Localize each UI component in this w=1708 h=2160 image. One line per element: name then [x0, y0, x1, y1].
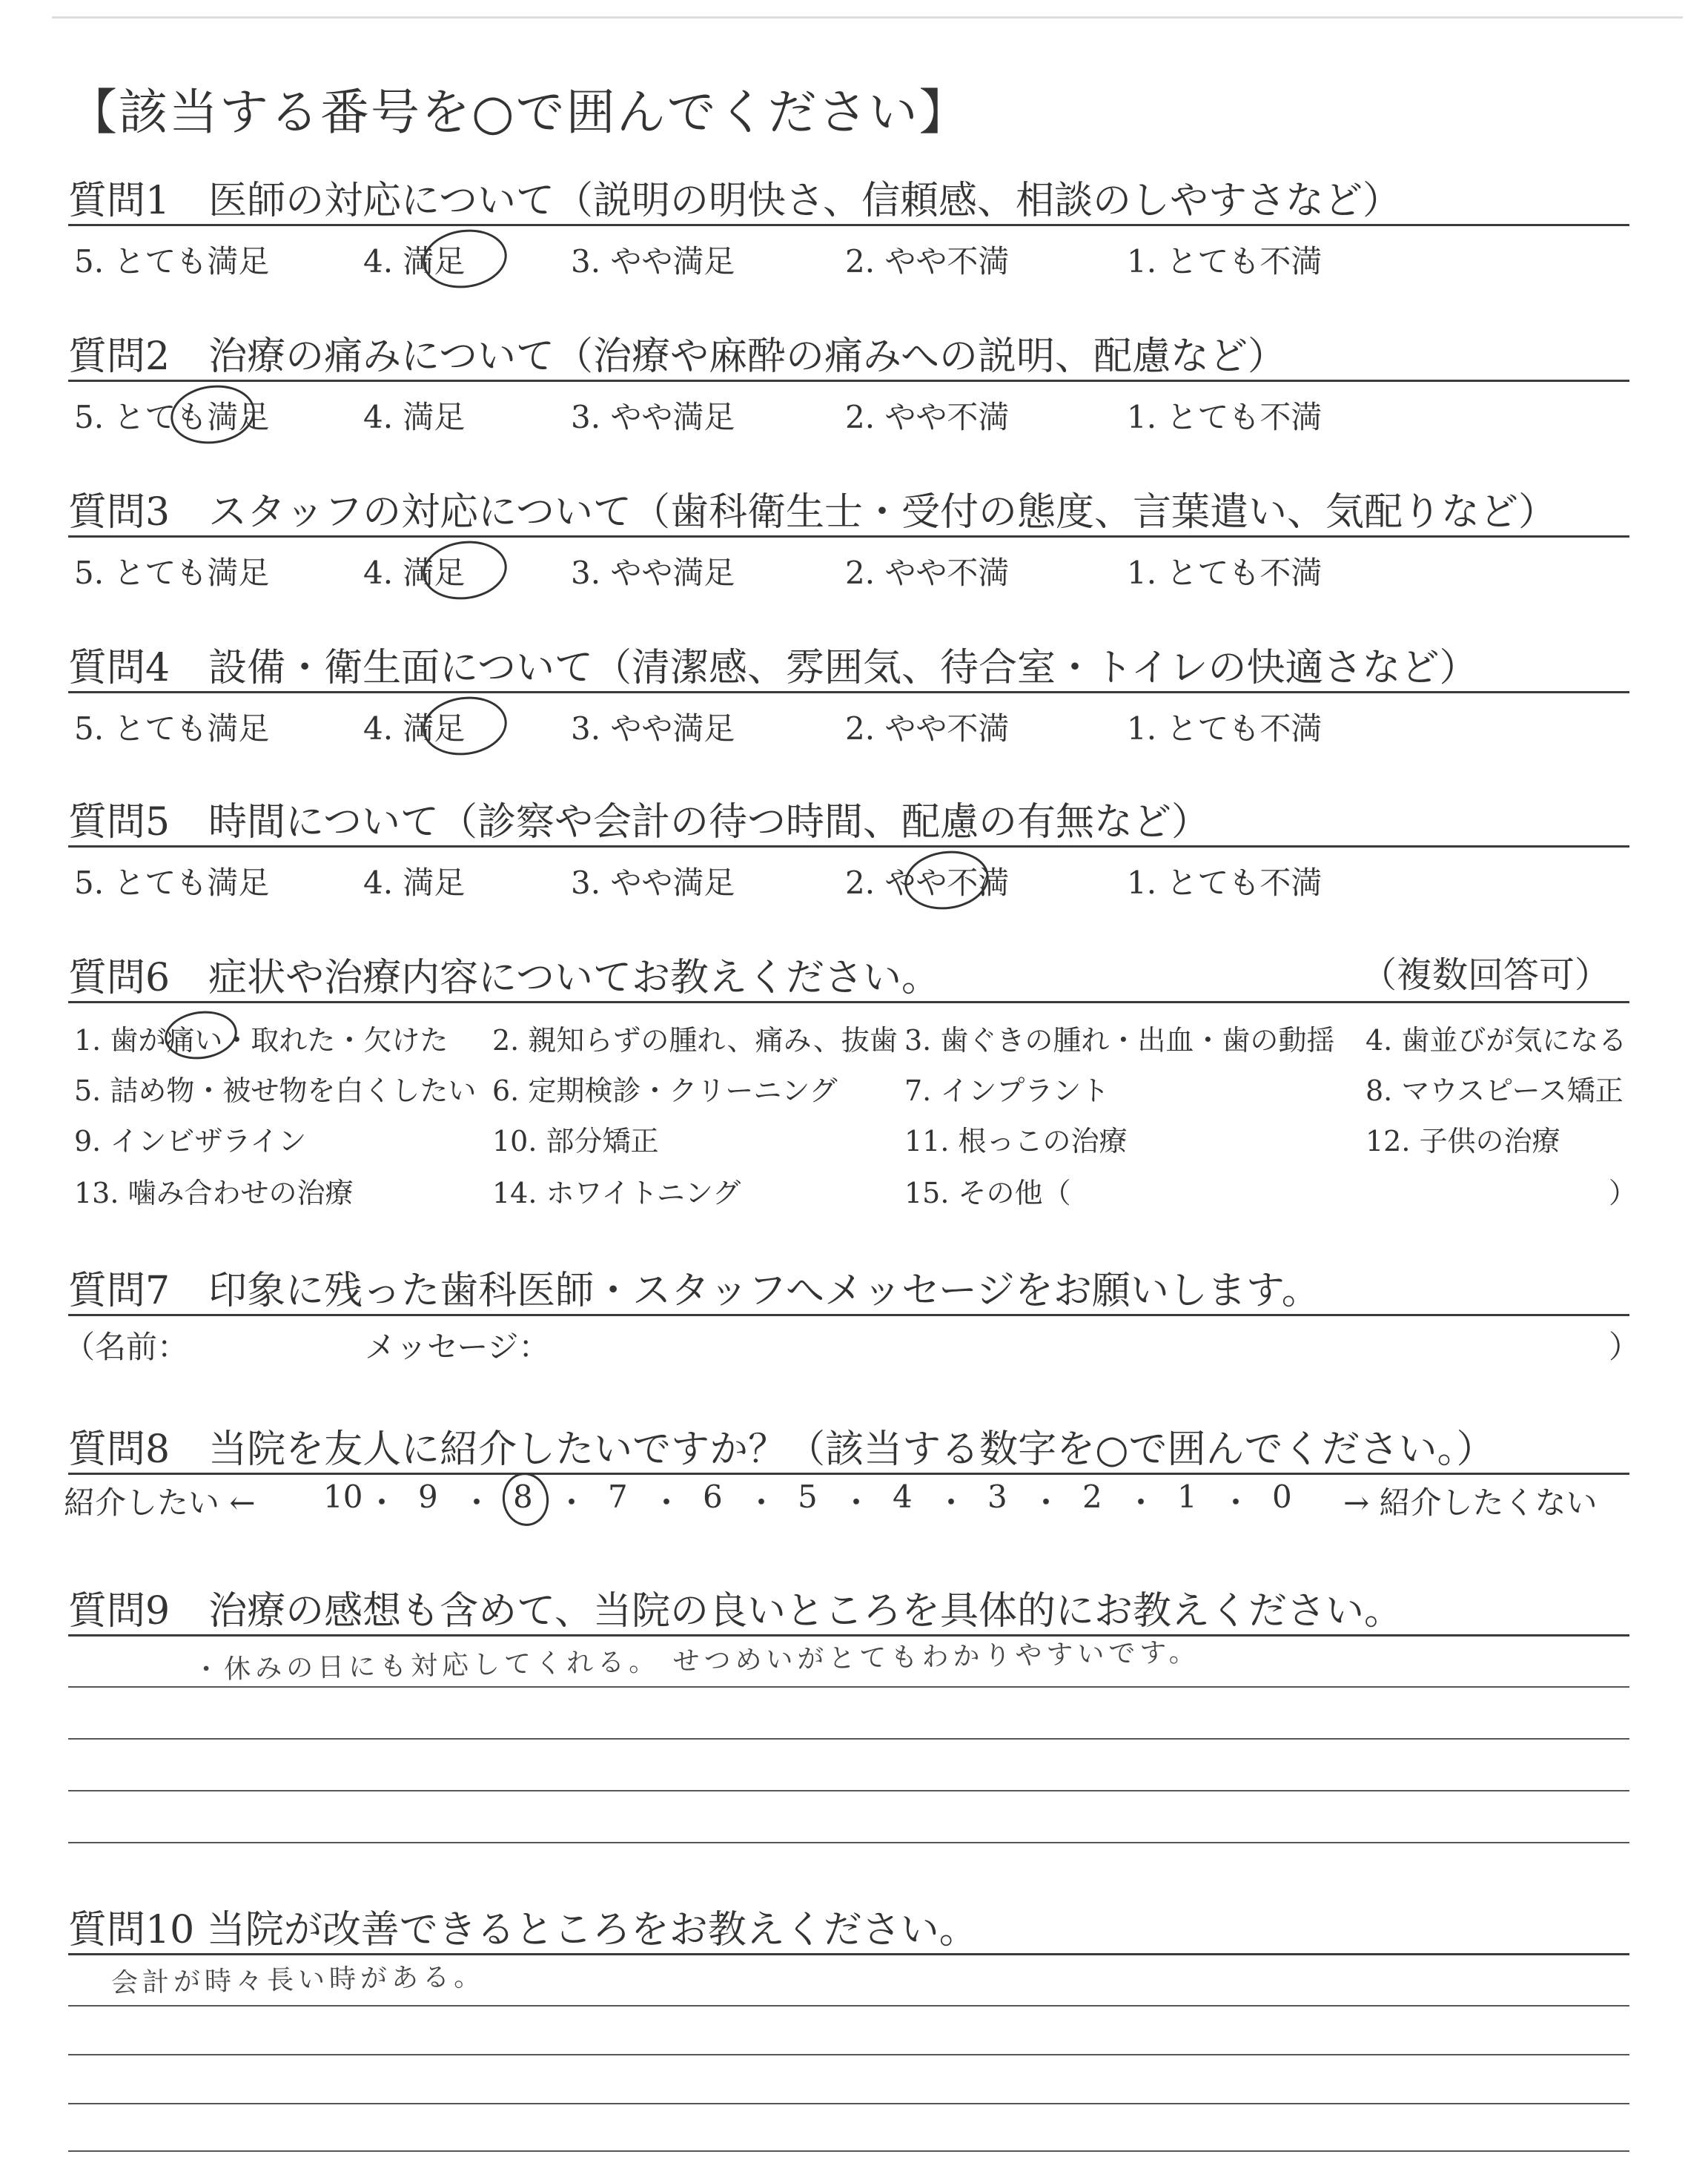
q6-option[interactable]: 1. 歯が痛い・取れた・欠けた — [74, 1024, 448, 1057]
q7-title: 質問7 印象に残った歯科医師・スタッフへメッセージをお願いします。 — [68, 1269, 1320, 1313]
q6-option[interactable]: 8. マウスピース矯正 — [1366, 1074, 1623, 1107]
q10-line — [68, 2054, 1629, 2055]
q8-title: 質問8 当院を友人に紹介したいですか？（該当する数字を○で囲んでください。） — [68, 1427, 1495, 1472]
q4-title: 質問4 設備・衛生面について（清潔感、雰囲気、待合室・トイレの快適さなど） — [68, 646, 1478, 690]
q6-option[interactable]: 15. その他（ — [904, 1177, 1071, 1209]
q8-right-label: → 紹介したくない — [1343, 1484, 1598, 1521]
q2-option[interactable]: 4. 満足 — [363, 399, 466, 435]
q9-line — [68, 1790, 1629, 1791]
q8-scale-number[interactable]: 2 — [1082, 1479, 1102, 1515]
q8-scale-number[interactable]: 9 — [418, 1479, 438, 1515]
q6-option[interactable]: 12. 子供の治療 — [1366, 1125, 1560, 1157]
q5-title: 質問5 時間について（診察や会計の待つ時間、配慮の有無など） — [68, 800, 1211, 845]
q9-title: 質問9 治療の感想も含めて、当院の良いところを具体的にお教えください。 — [68, 1589, 1403, 1634]
q6-note: （複数回答可） — [1361, 954, 1611, 996]
q5-divider — [68, 845, 1629, 848]
q4-divider — [68, 691, 1629, 693]
selection-circle — [499, 1470, 552, 1529]
q3-option[interactable]: 4. 満足 — [363, 555, 466, 591]
q6-close-paren: ） — [1609, 1177, 1638, 1209]
q8-separator: ・ — [366, 1484, 398, 1521]
q6-option[interactable]: 5. 詰め物・被せ物を白くしたい — [74, 1074, 477, 1107]
q2-option[interactable]: 5. とても満足 — [74, 399, 270, 435]
q6-option[interactable]: 2. 親知らずの腫れ、痛み、抜歯 — [492, 1024, 898, 1057]
q10-line — [68, 2005, 1629, 2007]
q10-line — [68, 2103, 1629, 2104]
q2-option[interactable]: 2. やや不満 — [845, 399, 1010, 435]
q6-option[interactable]: 7. インプラント — [904, 1074, 1110, 1107]
q3-divider — [68, 535, 1629, 538]
q8-separator: ・ — [461, 1484, 493, 1521]
q5-option[interactable]: 3. やや満足 — [571, 865, 735, 901]
q6-divider — [68, 1001, 1629, 1003]
q4-option[interactable]: 3. やや満足 — [571, 710, 735, 747]
selection-circle — [901, 845, 993, 914]
page-title: 【該当する番号を○で囲んでください】 — [68, 84, 970, 141]
q6-option[interactable]: 10. 部分矯正 — [492, 1125, 659, 1157]
q10-answer: 会計が時々長い時がある。 — [110, 1961, 486, 1999]
q6-option[interactable]: 13. 噛み合わせの治療 — [74, 1177, 354, 1209]
q8-scale-number[interactable]: 5 — [798, 1479, 818, 1515]
q10-divider — [68, 1953, 1629, 1955]
q6-option[interactable]: 6. 定期検診・クリーニング — [492, 1074, 838, 1107]
q8-separator: ・ — [1125, 1484, 1157, 1521]
q9-line — [68, 1738, 1629, 1740]
q8-scale-number[interactable]: 6 — [703, 1479, 723, 1515]
q8-scale-number[interactable]: 0 — [1272, 1479, 1292, 1515]
q9-line — [68, 1842, 1629, 1843]
q8-scale-number[interactable]: 3 — [987, 1479, 1007, 1515]
q8-scale-number[interactable]: 7 — [608, 1479, 628, 1515]
q9-answer: ・休みの日にも対応してくれる。 せつめいがとてもわかりやすいです。 — [192, 1637, 1200, 1685]
q8-left-label: 紹介したい ← — [64, 1484, 256, 1521]
q2-option[interactable]: 3. やや満足 — [571, 399, 735, 435]
selection-circle — [419, 691, 511, 760]
q6-option[interactable]: 14. ホワイトニング — [492, 1177, 741, 1209]
q6-option[interactable]: 3. 歯ぐきの腫れ・出血・歯の動揺 — [904, 1024, 1335, 1057]
q4-option[interactable]: 1. とても不満 — [1127, 710, 1323, 747]
q1-option[interactable]: 3. やや満足 — [571, 243, 735, 280]
q7-message-label: メッセージ： — [365, 1329, 550, 1365]
q1-title: 質問1 医師の対応について（説明の明快さ、信頼感、相談のしやすさなど） — [68, 179, 1401, 223]
q6-option[interactable]: 11. 根っこの治療 — [904, 1125, 1128, 1157]
q5-option[interactable]: 5. とても満足 — [74, 865, 270, 901]
selection-circle — [167, 380, 259, 449]
q3-title: 質問3 スタッフの対応について（歯科衛生士・受付の態度、言葉遣い、気配りなど） — [68, 490, 1558, 535]
q1-option[interactable]: 5. とても満足 — [74, 243, 270, 280]
q9-line — [68, 1686, 1629, 1688]
q6-option[interactable]: 4. 歯並びが気になる — [1366, 1024, 1627, 1057]
q8-separator: ・ — [841, 1484, 873, 1521]
q7-divider — [68, 1314, 1629, 1316]
q10-title: 質問10 当院が改善できるところをお教えください。 — [68, 1908, 978, 1952]
q5-option[interactable]: 4. 満足 — [363, 865, 466, 901]
q6-option[interactable]: 9. インビザライン — [74, 1125, 307, 1157]
q1-option[interactable]: 1. とても不満 — [1127, 243, 1323, 280]
q8-separator: ・ — [556, 1484, 588, 1521]
q8-scale-number[interactable]: 4 — [893, 1479, 913, 1515]
q4-option[interactable]: 2. やや不満 — [845, 710, 1010, 747]
q2-divider — [68, 380, 1629, 382]
q8-separator: ・ — [936, 1484, 967, 1521]
q8-divider — [68, 1473, 1629, 1475]
q3-option[interactable]: 2. やや不満 — [845, 555, 1010, 591]
q4-option[interactable]: 4. 満足 — [363, 710, 466, 747]
q8-separator: ・ — [1220, 1484, 1252, 1521]
q5-option[interactable]: 1. とても不満 — [1127, 865, 1323, 901]
q3-option[interactable]: 3. やや満足 — [571, 555, 735, 591]
q1-option[interactable]: 4. 満足 — [363, 243, 466, 280]
scan-edge-line — [52, 16, 1683, 19]
q1-option[interactable]: 2. やや不満 — [845, 243, 1010, 280]
q2-title: 質問2 治療の痛みについて（治療や麻酔の痛みへの説明、配慮など） — [68, 334, 1287, 379]
q4-option[interactable]: 5. とても満足 — [74, 710, 270, 747]
q7-name-label: （名前： — [64, 1329, 189, 1365]
q2-option[interactable]: 1. とても不満 — [1127, 399, 1323, 435]
q8-scale-number[interactable]: 10 — [323, 1479, 363, 1515]
q8-separator: ・ — [651, 1484, 683, 1521]
q8-separator: ・ — [1030, 1484, 1062, 1521]
q3-option[interactable]: 5. とても満足 — [74, 555, 270, 591]
selection-circle — [419, 224, 511, 293]
q6-title: 質問6 症状や治療内容についてお教えください。 — [68, 956, 941, 1000]
q8-separator: ・ — [746, 1484, 778, 1521]
q3-option[interactable]: 1. とても不満 — [1127, 555, 1323, 591]
selection-circle — [419, 535, 511, 604]
q7-close-paren: ） — [1609, 1329, 1641, 1365]
q1-divider — [68, 224, 1629, 226]
q8-scale-number[interactable]: 8 — [513, 1479, 533, 1515]
q9-divider — [68, 1634, 1629, 1636]
q10-line — [68, 2150, 1629, 2152]
q5-option[interactable]: 2. やや不満 — [845, 865, 1010, 901]
q8-scale-number[interactable]: 1 — [1177, 1479, 1197, 1515]
